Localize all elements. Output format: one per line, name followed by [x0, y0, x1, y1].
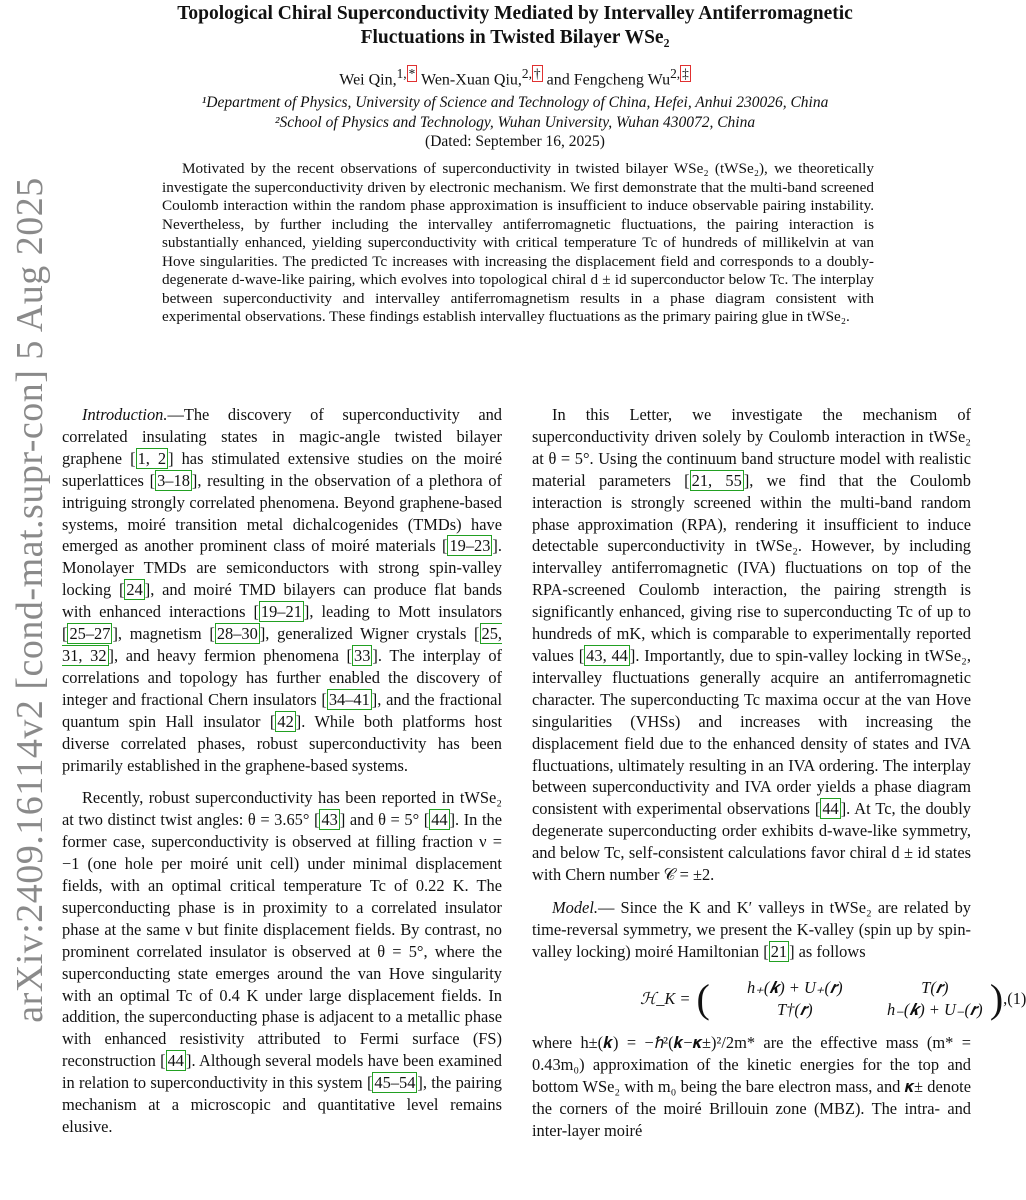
reference-link[interactable]: 25–27 — [69, 624, 111, 644]
matrix-entry-11: h₊(𝒌) + U₊(𝒓) — [747, 977, 843, 997]
arxiv-identifier-stamp — [0, 0, 60, 1200]
hamiltonian-matrix: ( h₊(𝒌) + U₊(𝒓) T(𝒓) T†(𝒓) h₋(𝒌) + U₋(𝒓) ) , — [696, 975, 1008, 1021]
equation-number: (1) — [1007, 988, 1026, 1008]
footnote-link[interactable]: ‡ — [682, 66, 689, 81]
footnote-link[interactable]: † — [533, 66, 541, 81]
matrix-entry-22: h₋(𝒌) + U₋(𝒓) — [887, 999, 983, 1019]
equation-comma: , — [1003, 988, 1008, 1008]
abstract: Motivated by the recent observations of superconductivity in twisted bilayer WSe₂ (tWSe₂), we theoretically investigate the superconductivity driven by electronic mechanism. We first demonstrate that the multi-band screened Coulomb interaction within the random phase approximation is insufficient to induce observable pairing instability. Nevertheless, by further including the intervalley antiferromagnetic fluctuations, the pairing interaction is substantially enhanced, yielding superconductivity with critical temperature Tc of hundreds of millikelvin at van Hove singularities. The predicted Tc increases with increasing the displacement field and corresponds to a doubly-degenerate d-wave-like pairing, which evolves into topological chiral d ± id superconductor below Tc. The interplay between superconductivity and intervalley antiferromagnetism results in a phase diagram consistent with experimental observations. These findings establish intervalley fluctuations as the primary pairing glue in tWSe₂. — [162, 160, 874, 325]
matrix-entry-21: T†(𝒓) — [777, 999, 813, 1019]
author-affil-sup: 1, — [396, 66, 407, 81]
reference-link[interactable]: 43 — [321, 810, 338, 830]
dated-line: (Dated: September 16, 2025) — [425, 133, 605, 150]
paper-title — [60, 2, 970, 50]
author-name: Wen-Xuan Qiu, — [417, 71, 522, 89]
affiliation-1: ¹Department of Physics, University of Science and Technology of China, Hefei, Anhui 230026, China — [201, 94, 829, 111]
reference-link[interactable]: 42 — [277, 711, 294, 731]
reference-link[interactable]: 33 — [354, 645, 371, 665]
author-affil-sup: 2, — [670, 66, 681, 81]
reference-link[interactable]: 43, 44 — [586, 645, 628, 665]
reference-link[interactable]: 3–18 — [157, 470, 190, 490]
arxiv-stamp-text: arXiv:2409.16114v2 [cond-mat.supr-con] 5 Aug 2025 — [9, 177, 51, 1023]
letter-overview-paragraph: In this Letter, we investigate the mechanism of superconductivity driven solely by Coulomb interaction in tWSe₂ at θ = 5°. Using the continuum band structure model with realistic material parameters [ 21, 55 ], we find that the Coulomb interaction is strongly screened within the multi-band random phase approximation (RPA), rendering it insufficient to induce detectable superconductivity in tWSe₂. However, by including intervalley antiferromagnetic (IVA) fluctuations on top of the RPA-screened Coulomb interaction, the pairing strength is significantly enhanced, giving rise to superconducting Tc of up to hundreds of mK, which is comparable to experimentally reported values [ 43, 44 ]. Importantly, due to spin-valley locking in tWSe₂, intervalley fluctuations generally acquire an antiferromagnetic character. The superconducting Tc maxima occur at the van Hove singularities (VHSs) and increases with increasing the displacement field due to the enhanced density of states and IVA fluctuations, ultimately resulting in an IVA ordering. The interplay between superconductivity and IVA order yields a phase diagram consistent with experimental observations [ 44 ]. At Tc, the doubly degenerate superconducting order exhibits d-wave-like symmetry, and below Tc, self-consistent calculations favor chiral d ± id states with Chern number 𝒞 = ±2. — [532, 405, 971, 885]
reference-link[interactable]: 28–30 — [216, 624, 258, 644]
reference-link[interactable]: 21 — [770, 941, 788, 961]
right-column — [532, 404, 1026, 1142]
reference-link[interactable]: 44 — [167, 1051, 184, 1071]
footnote-link[interactable]: * — [408, 66, 416, 81]
equation-lhs: ℋ_K = — [640, 988, 691, 1008]
reference-link[interactable]: 25, 31, 32 — [62, 624, 503, 665]
hamiltonian-explanation: where h±(𝒌) = −ℏ²(𝒌−𝜿±)²/2m* are the effective mass (m* = 0.43m₀) approximation of the kinetic energies for the top and bottom WSe₂ with m₀ being the bare electron mass, and 𝜿± denote the corners of the moiré Brillouin zone (MBZ). The intra- and inter-layer moiré — [532, 1033, 971, 1141]
author-list — [60, 66, 970, 89]
equation-1 — [532, 975, 1026, 1021]
recent-results-paragraph: Recently, robust superconductivity has been reported in tWSe₂ at two distinct twist angles: θ = 3.65° [ 43 ] and θ = 5° [ 44 ]. In the former case, superconductivity is observed at filling fraction ν = −1 (one hole per moiré unit cell) under minimal displacement fields, with an optimal critical temperature Tc of 0.22 K. The superconducting phase is in proximity to a correlated insulator phase at the same ν but finite displacement fields. By contrast, no prominent correlated insulator is observed at θ = 5°, where the superconducting state emerges around the van Hove singularity with an optimal Tc of 0.4 K under large displacement fields. In addition, the superconducting phase is adjacent to a metallic phase with enhanced resistivity attributed to Fermi surface (FS) reconstruction [ 44 ]. Although several models have been examined in relation to superconductivity in this system [ 45–54 ], the pairing mechanism at a microscopic and quantitative level remains elusive. — [62, 788, 502, 1136]
reference-link[interactable]: 19–21 — [260, 602, 302, 622]
reference-link[interactable]: 34–41 — [328, 689, 370, 709]
reference-link[interactable]: 24 — [126, 580, 143, 600]
reference-link[interactable]: 44 — [822, 799, 839, 819]
reference-link[interactable]: 19–23 — [449, 536, 491, 556]
intro-paragraph: Introduction.—The discovery of superconductivity and correlated insulating states in magic-angle twisted bilayer graphene [ 1, 2 ] has stimulated extensive studies on the moiré superlattices [ 3–18 ], resulting in the observation of a plethora of intriguing strongly correlated phenomena. Beyond graphene-based systems, moiré transition metal dichalcogenides (TMDs) have emerged as another prominent class of moiré materials [ 19–23 ]. Monolayer TMDs are semiconductors with strong spin-valley locking [ 24 ], and moiré TMD bilayers can produce flat bands with enhanced interactions [ 19–21 ], leading to Mott insulators [ 25–27 ], magnetism [ 28–30 ], generalized Wigner crystals [ 25, 31, 32 ], and heavy fermion phenomena [ 33 ]. The interplay of correlations and topology has further enabled the discovery of integer and fractional Chern insulators [ 34–41 ], and the fractional quantum spin Hall insulator [ 42 ]. While both platforms host diverse correlated phases, robust superconductivity has been primarily established in the graphene-based systems. — [62, 405, 503, 775]
title-line-1: Topological Chiral Superconductivity Mediated by Intervalley Antiferromagnetic — [177, 3, 853, 24]
reference-link[interactable]: 45–54 — [374, 1073, 416, 1093]
left-column — [62, 404, 502, 1138]
paragraph-heading: Model. — [552, 897, 598, 917]
paragraph-heading: Introduction. — [82, 405, 168, 424]
model-paragraph: Model.— Since the K and K′ valleys in tWSe₂ are related by time-reversal symmetry, we present the K-valley (spin up by spin-valley locking) moiré Hamiltonian [ 21 ] as follows — [532, 897, 971, 961]
author-name: Wei Qin, — [339, 71, 397, 89]
reference-link[interactable]: 44 — [431, 810, 448, 830]
reference-link[interactable]: 1, 2 — [137, 448, 167, 468]
reference-link[interactable]: 21, 55 — [691, 470, 742, 490]
affiliation-2: ²School of Physics and Technology, Wuhan University, Wuhan 430072, China — [274, 114, 756, 131]
author-affil-sup: 2, — [521, 66, 532, 81]
title-line-2: Fluctuations in Twisted Bilayer WSe₂ — [360, 27, 670, 48]
matrix-entry-12: T(𝒓) — [921, 977, 949, 997]
author-name: and Fengcheng Wu — [542, 71, 671, 89]
